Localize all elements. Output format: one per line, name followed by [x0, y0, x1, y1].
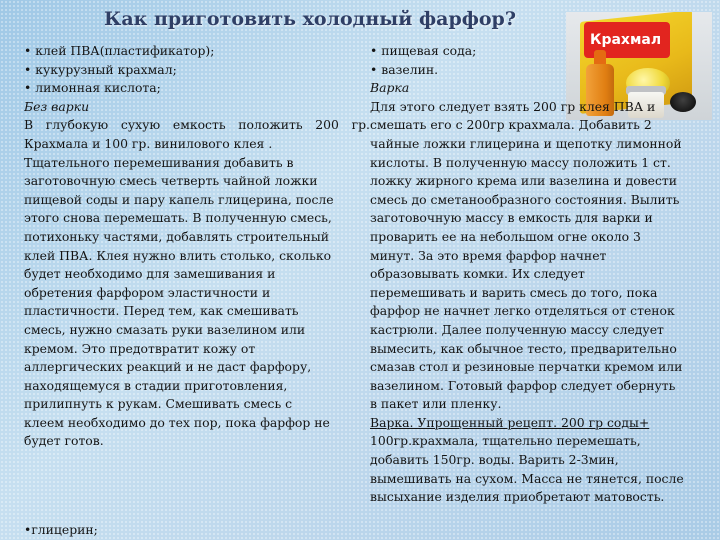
text-line: смазав стол и резиновые перчатки кремом или: [370, 359, 683, 375]
ingredient-item: • клей ПВА(пластификатор);: [24, 42, 370, 61]
text-line: образовывать комки. Их следует: [370, 266, 585, 282]
text-line: 100гр.крахмала, тщательно перемешать,: [370, 433, 641, 449]
text-line: минут. За это время фарфор начнет: [370, 247, 607, 263]
text-line: в пакет или пленку.: [370, 396, 502, 412]
text-line: заготовочную смесь четверть чайной ложки: [24, 173, 318, 189]
text-line: потихоньку частями, добавлять строительный: [24, 228, 329, 244]
section-heading-no-cooking: Без варки: [24, 98, 90, 114]
text-line: будет необходимо для замешивания и: [24, 266, 276, 282]
text-line: перемешивать и варить смесь до того, пока: [370, 284, 658, 300]
ingredient-item: • пищевая сода;: [370, 42, 716, 61]
text-line: пищевой соды и пару капель глицерина, после: [24, 191, 334, 207]
text-line: кремом. Это предотвратит кожу от: [24, 340, 256, 356]
text-line: смесь, нужно смазать руки вазелином или: [24, 321, 306, 337]
right-column: [370, 42, 716, 507]
text-line: заготовочную массу в емкость для варки и: [370, 210, 653, 226]
text-line: клей ПВА. Клея нужно влить столько, сколько: [24, 247, 332, 263]
text-line: аллергических реакций и не даст фарфору,: [24, 359, 312, 375]
text-line: Крахмала и 100 гр. винилового клея .: [24, 135, 273, 151]
text-line: будет готов.: [24, 433, 104, 449]
text-line: фарфор не начнет легко отделяться от стенок: [370, 303, 675, 319]
ingredient-item: • кукурузный крахмал;: [24, 61, 370, 80]
ingredient-item: • вазелин.: [370, 61, 716, 80]
text-line: ложку жирного крема или вазелина и довести: [370, 173, 678, 189]
text-line: Тщательного перемешивания добавить в: [24, 154, 294, 170]
text-line: смешать его с 200гр крахмала. Добавить 2: [370, 117, 652, 133]
text-line: проварить ее на небольшом огне около 3: [370, 228, 641, 244]
ingredient-item-glycerin: • глицерин;: [24, 522, 98, 537]
text-line: прилипнуть к рукам. Смешивать смесь с: [24, 396, 293, 412]
text-line: чайные ложки глицерина и щепотку лимонной: [370, 135, 682, 151]
text-line: кастрюли. Далее полученную массу следует: [370, 321, 664, 337]
text-line: кислоты. В полученную массу положить 1 ст.: [370, 154, 671, 170]
simplified-recipe-line: Варка. Упрощенный рецепт. 200 гр соды+: [370, 414, 650, 430]
text-line: вымесить, как обычное тесто, предварительно: [370, 340, 677, 356]
text-line: обретения фарфором эластичности и: [24, 284, 271, 300]
text-line: В глубокую сухую емкость положить 200 гр.: [24, 117, 370, 133]
ingredient-item: • лимонная кислота;: [24, 79, 370, 98]
text-line: находящемуся в стадии приготовления,: [24, 377, 288, 393]
page-title: Как приготовить холодный фарфор?: [104, 8, 516, 30]
text-line: смесь до сметанообразного состояния. Вылить: [370, 191, 680, 207]
text-line: клеем необходимо до тех пор, пока фарфор не: [24, 414, 330, 430]
text-line: Для этого следует взять 200 гр клея ПВА и: [370, 98, 656, 114]
text-line: добавить 150гр. воды. Варить 2-3мин,: [370, 452, 619, 468]
box-label: Крахмал: [590, 32, 662, 48]
left-column: [24, 42, 370, 451]
text-line: вымешивать на сухом. Масса не тянется, после: [370, 470, 684, 486]
section-heading-cooking: Варка: [370, 80, 410, 96]
text-line: вазелином. Готовый фарфор следует обернуть: [370, 377, 676, 393]
text-line: пластичности. Перед тем, как смешивать: [24, 303, 299, 319]
text-line: этого снова перемешать. В полученную смесь,: [24, 210, 332, 226]
text-line: высыхание изделия приобретают матовость.: [370, 489, 665, 505]
